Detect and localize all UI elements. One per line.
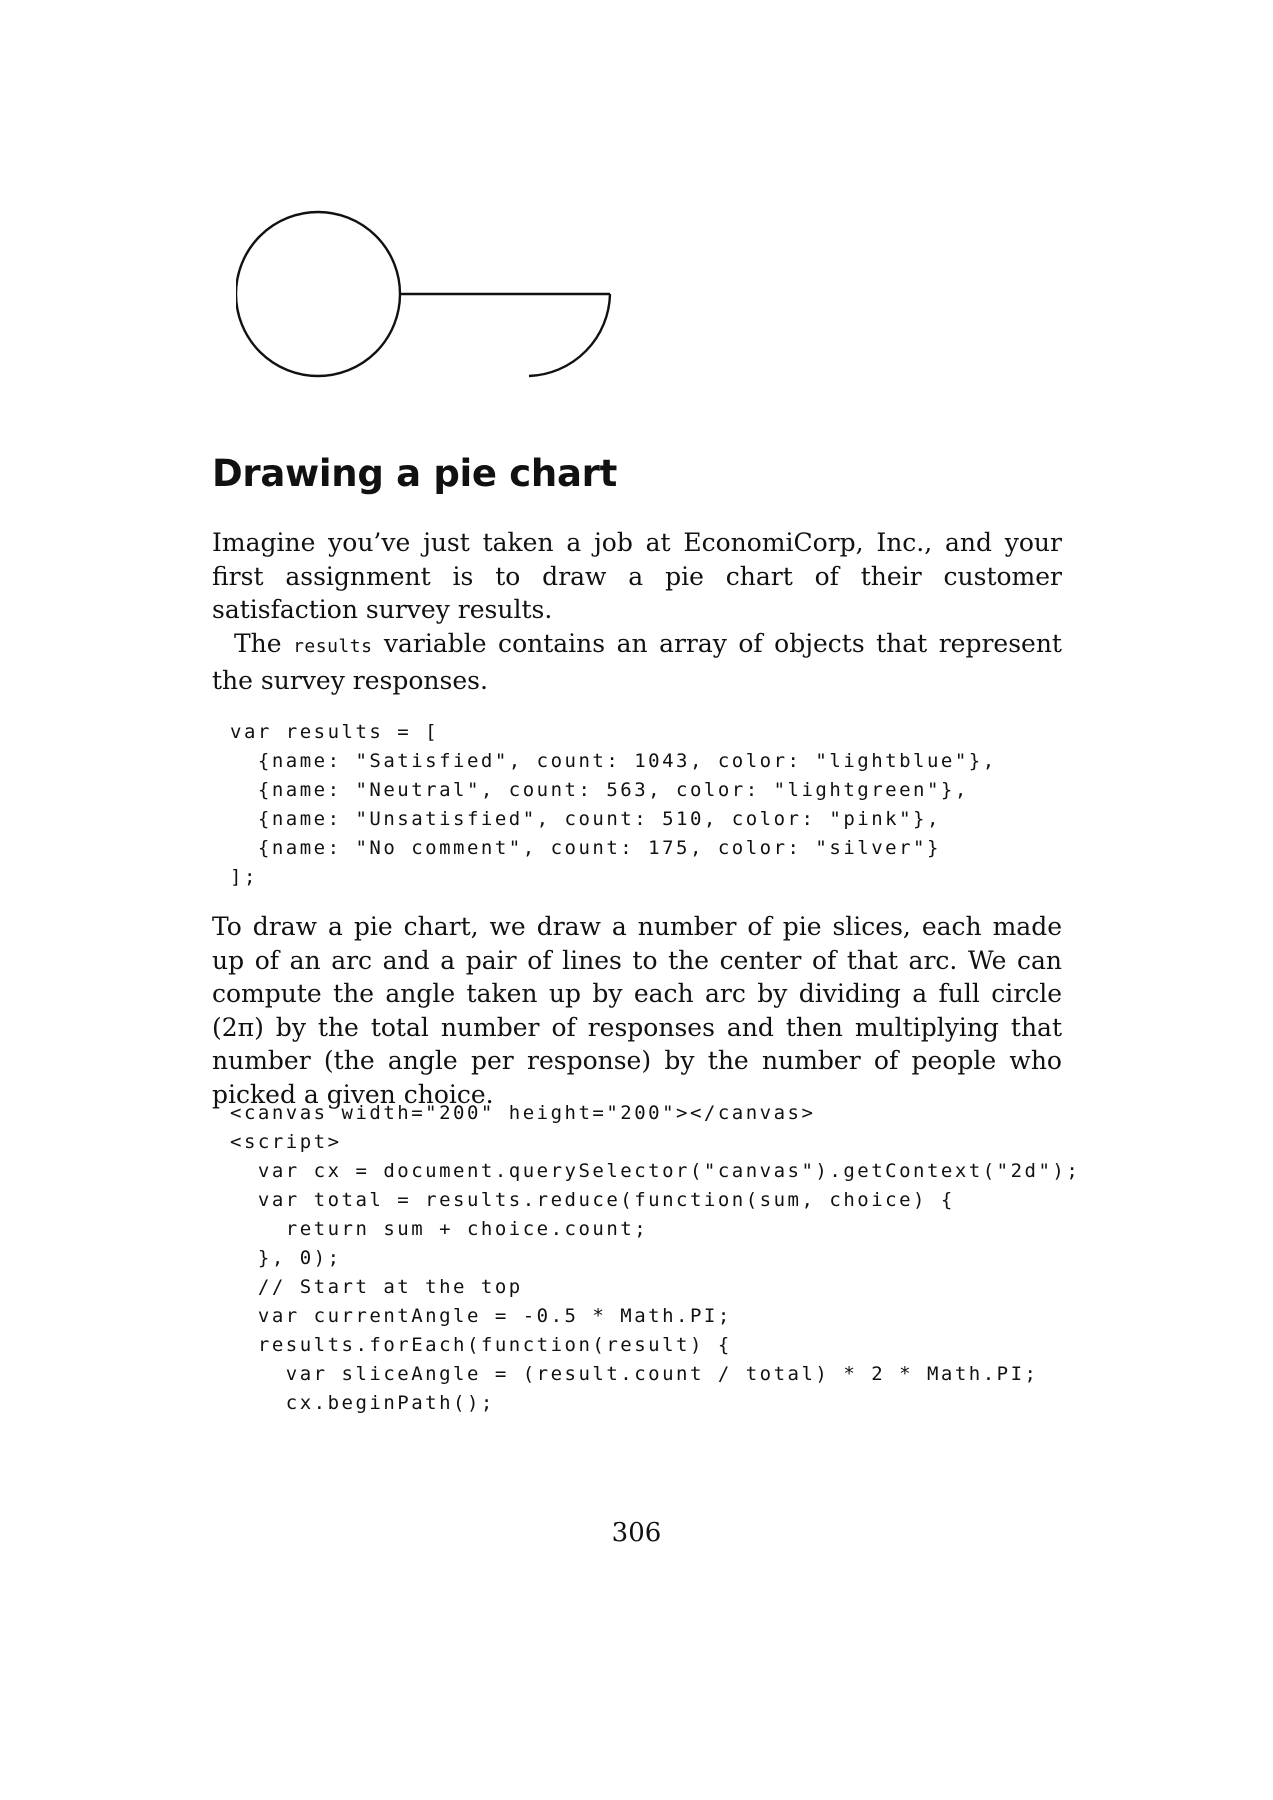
code-line: <script> xyxy=(230,1131,342,1153)
results-paragraph-lead: The xyxy=(234,629,294,658)
code-line: {name: "Unsatisfied", count: 510, color: "pink"}, xyxy=(230,808,941,830)
circle-and-arc-figure xyxy=(236,205,616,380)
code-line: cx.beginPath(); xyxy=(230,1392,495,1414)
intro-paragraph: Imagine you’ve just taken a job at EconomiCorp, Inc., and your first assignment is to draw a pie chart of their customer satisfaction survey results. xyxy=(212,528,1062,624)
code-line: <canvas width="200" height="200"></canvas> xyxy=(230,1102,816,1124)
explanation-paragraph: To draw a pie chart, we draw a number of pie slices, each made up of an arc and a pair of lines to the center of that arc. We can compute the angle taken up by each arc by dividing a full circle (2π) by the total number of responses and then multiplying that number (the angle per response) by the number of people who picked a given choice. xyxy=(212,912,1062,1109)
code-line: results.forEach(function(result) { xyxy=(230,1334,732,1356)
code-block-results xyxy=(230,718,997,892)
code-line: }, 0); xyxy=(230,1247,342,1269)
section-heading: Drawing a pie chart xyxy=(212,452,617,495)
code-line: var results = [ xyxy=(230,721,440,743)
code-line: return sum + choice.count; xyxy=(230,1218,649,1240)
code-block-canvas xyxy=(230,1099,1080,1418)
results-paragraph-rest: variable contains an array of objects that represent the survey responses. xyxy=(212,629,1062,695)
code-line: {name: "Satisfied", count: 1043, color: "lightblue"}, xyxy=(230,750,997,772)
code-line: ]; xyxy=(230,866,258,888)
results-paragraph xyxy=(212,627,1062,697)
figure-arc xyxy=(529,294,610,376)
figure-circle xyxy=(236,212,400,376)
code-line: // Start at the top xyxy=(230,1276,523,1298)
code-line: var cx = document.querySelector("canvas").getContext("2d"); xyxy=(230,1160,1081,1182)
code-line: var currentAngle = -0.5 * Math.PI; xyxy=(230,1305,732,1327)
code-line: {name: "Neutral", count: 563, color: "lightgreen"}, xyxy=(230,779,969,801)
code-line: var sliceAngle = (result.count / total) * 2 * Math.PI; xyxy=(230,1363,1039,1385)
code-line: {name: "No comment", count: 175, color: "silver"} xyxy=(230,837,941,859)
page-number: 306 xyxy=(611,1518,662,1548)
inline-code-results: results xyxy=(293,636,373,657)
code-line: var total = results.reduce(function(sum, choice) { xyxy=(230,1189,955,1211)
